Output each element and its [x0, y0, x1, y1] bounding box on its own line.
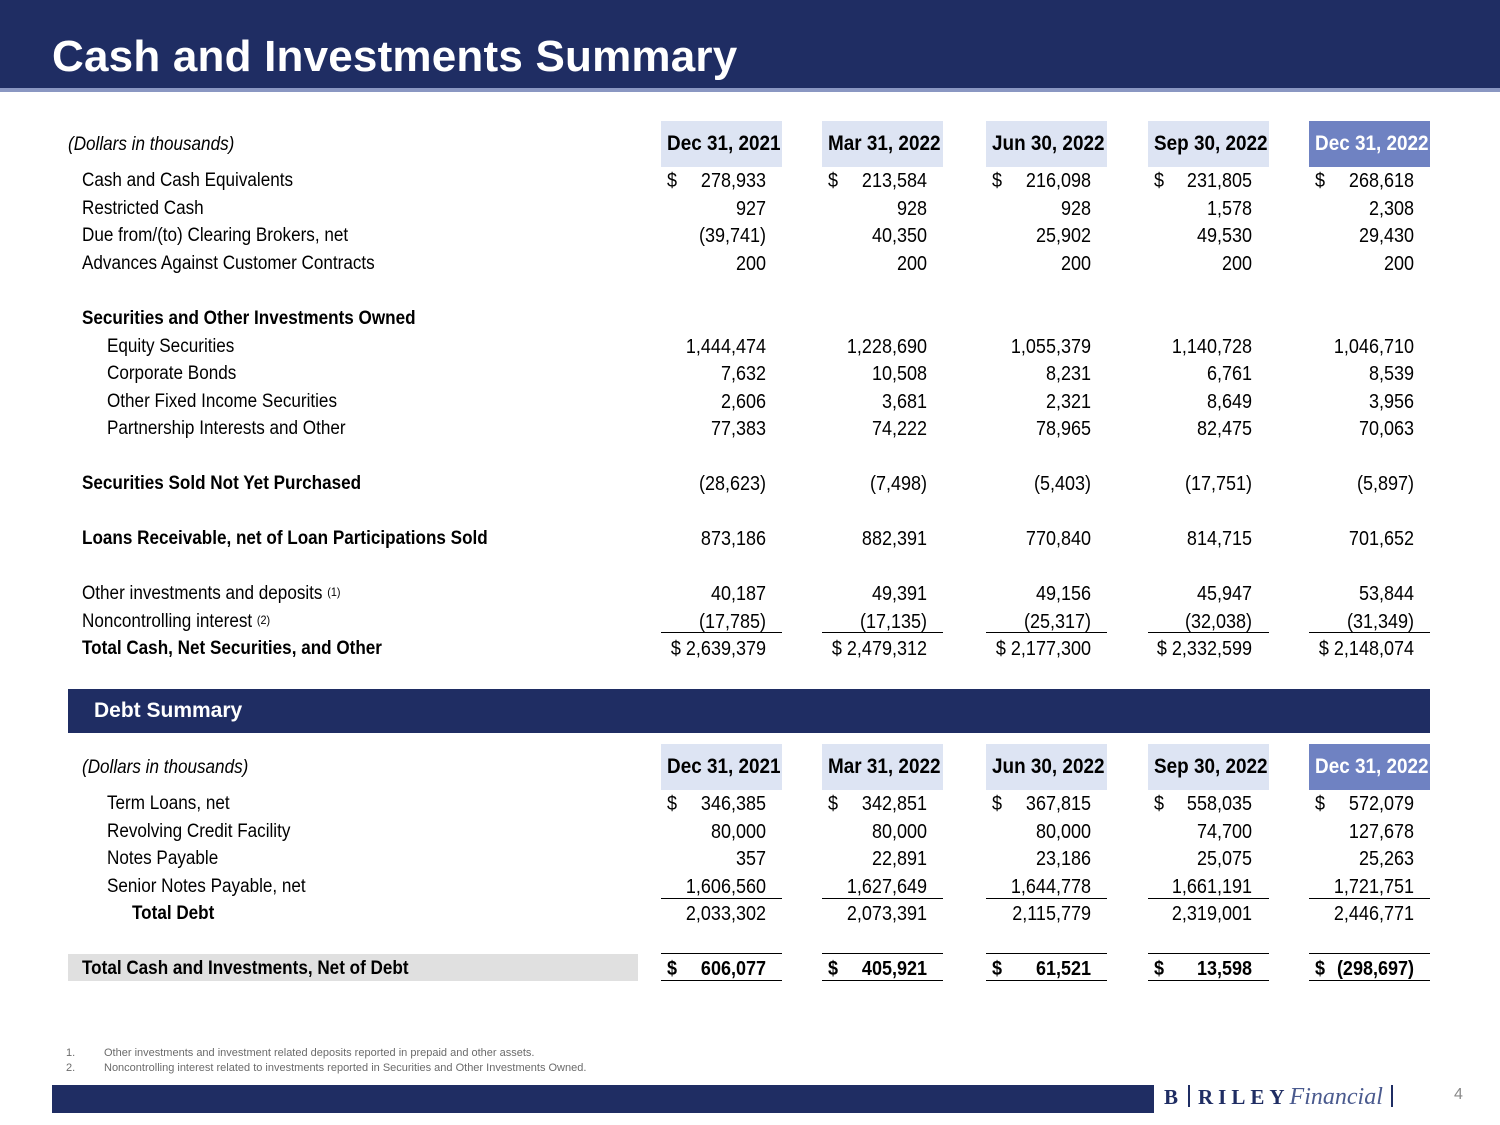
value-cell: 74,222: [871, 418, 927, 440]
dollar-sign: $: [828, 170, 839, 192]
value-cell: 29,430: [1358, 225, 1414, 247]
value-cell: 1,046,710: [1333, 336, 1414, 358]
column-header: Jun 30, 2022: [992, 755, 1105, 778]
value-cell: 3,956: [1368, 391, 1414, 413]
value-cell: 558,035: [1186, 793, 1252, 815]
value-cell: 572,079: [1348, 793, 1414, 815]
value-cell: 1,055,379: [1010, 336, 1091, 358]
value-cell: $ 2,177,300: [995, 638, 1091, 660]
units-note: (Dollars in thousands): [68, 134, 235, 155]
total-debt-label: Total Debt: [132, 903, 215, 924]
value-cell: 74,700: [1196, 821, 1252, 843]
row-label: Term Loans, net: [107, 793, 230, 814]
row-label: Partnership Interests and Other: [107, 418, 346, 439]
underline-rule: [1309, 953, 1430, 954]
row-label-text: Noncontrolling interest: [82, 611, 253, 632]
value-cell: 200: [735, 253, 766, 275]
value-cell: 1,140,728: [1171, 336, 1252, 358]
value-cell: 1,444,474: [685, 336, 766, 358]
value-cell: 2,033,302: [685, 903, 766, 925]
value-cell: 25,902: [1035, 225, 1091, 247]
value-cell: 80,000: [871, 821, 927, 843]
underline-rule: [986, 953, 1107, 954]
value-cell: 1,644,778: [1010, 876, 1091, 898]
row-label: Senior Notes Payable, net: [107, 876, 306, 897]
logo-separator: [1391, 1085, 1393, 1107]
underline-rule: [661, 898, 782, 899]
dollar-sign: $: [1315, 958, 1326, 980]
dollar-sign: $: [1154, 170, 1165, 192]
value-cell: 278,933: [700, 170, 766, 192]
logo-financial: Financial: [1289, 1084, 1383, 1110]
value-cell: (28,623): [698, 473, 766, 495]
value-cell: 1,661,191: [1171, 876, 1252, 898]
value-cell: 200: [896, 253, 927, 275]
underline-rule: [1148, 980, 1269, 981]
underline-rule: [661, 632, 782, 633]
dollar-sign: $: [667, 170, 678, 192]
value-cell: 770,840: [1025, 528, 1091, 550]
value-cell: 367,815: [1025, 793, 1091, 815]
row-label: Equity Securities: [107, 336, 235, 357]
value-cell: (32,038): [1184, 611, 1252, 633]
value-cell: (298,697): [1336, 958, 1414, 980]
column-header: Sep 30, 2022: [1154, 132, 1268, 155]
footnote-number: 2.: [66, 1062, 76, 1074]
value-cell: 22,891: [871, 848, 927, 870]
value-cell: 80,000: [1035, 821, 1091, 843]
value-cell: 61,521: [1035, 958, 1091, 980]
value-cell: 6,761: [1206, 363, 1252, 385]
dollar-sign: $: [1315, 170, 1326, 192]
value-cell: 2,073,391: [846, 903, 927, 925]
underline-rule: [986, 980, 1107, 981]
value-cell: 1,721,751: [1333, 876, 1414, 898]
value-cell: 40,187: [710, 583, 766, 605]
row-label: Revolving Credit Facility: [107, 821, 291, 842]
row-label: [82, 583, 340, 605]
value-cell: 213,584: [861, 170, 927, 192]
dollar-sign: $: [828, 958, 839, 980]
logo-b: B: [1164, 1085, 1181, 1109]
dollar-sign: $: [667, 793, 678, 815]
footnote-ref: (2): [256, 613, 271, 627]
underline-rule: [1148, 632, 1269, 633]
page-number: 4: [1454, 1086, 1463, 1103]
dollar-sign: $: [1154, 958, 1165, 980]
value-cell: 927: [735, 198, 766, 220]
row-label: Cash and Cash Equivalents: [82, 170, 294, 191]
column-header: Dec 31, 2022: [1315, 755, 1429, 778]
underline-rule: [1309, 632, 1430, 633]
value-cell: $ 2,332,599: [1156, 638, 1252, 660]
value-cell: 200: [1221, 253, 1252, 275]
brand-logo: [1164, 1084, 1401, 1114]
value-cell: (5,403): [1033, 473, 1091, 495]
value-cell: 127,678: [1348, 821, 1414, 843]
value-cell: 80,000: [710, 821, 766, 843]
value-cell: 49,530: [1196, 225, 1252, 247]
value-cell: 231,805: [1186, 170, 1252, 192]
row-label: Other Fixed Income Securities: [107, 391, 337, 412]
value-cell: 8,649: [1206, 391, 1252, 413]
value-cell: (17,785): [698, 611, 766, 633]
row-label: Securities Sold Not Yet Purchased: [82, 473, 362, 494]
logo-riley: RILEY: [1198, 1085, 1290, 1109]
units-note: (Dollars in thousands): [82, 757, 249, 778]
underline-rule: [986, 632, 1107, 633]
value-cell: 2,606: [720, 391, 766, 413]
value-cell: 882,391: [861, 528, 927, 550]
column-header: Dec 31, 2021: [667, 755, 781, 778]
underline-rule: [822, 980, 943, 981]
value-cell: 200: [1060, 253, 1091, 275]
title-underline: [0, 88, 1500, 92]
value-cell: 49,156: [1035, 583, 1091, 605]
value-cell: 3,681: [881, 391, 927, 413]
value-cell: 1,228,690: [846, 336, 927, 358]
securities-heading: Securities and Other Investments Owned: [82, 308, 416, 329]
underline-rule: [661, 980, 782, 981]
column-header: Dec 31, 2021: [667, 132, 781, 155]
value-cell: 2,319,001: [1171, 903, 1252, 925]
row-label: Notes Payable: [107, 848, 219, 869]
column-header: Jun 30, 2022: [992, 132, 1105, 155]
debt-section-bar: [68, 689, 1430, 733]
value-cell: 1,627,649: [846, 876, 927, 898]
value-cell: (39,741): [698, 225, 766, 247]
value-cell: 357: [735, 848, 766, 870]
value-cell: 23,186: [1035, 848, 1091, 870]
dollar-sign: $: [1315, 793, 1326, 815]
value-cell: 25,263: [1358, 848, 1414, 870]
value-cell: 10,508: [871, 363, 927, 385]
debt-section-title: Debt Summary: [94, 699, 243, 722]
dollar-sign: $: [1154, 793, 1165, 815]
underline-rule: [1309, 898, 1430, 899]
dollar-sign: $: [667, 958, 678, 980]
value-cell: 200: [1383, 253, 1414, 275]
value-cell: $ 2,639,379: [670, 638, 766, 660]
value-cell: 8,231: [1045, 363, 1091, 385]
column-header: Mar 31, 2022: [828, 132, 941, 155]
value-cell: 77,383: [710, 418, 766, 440]
value-cell: 342,851: [861, 793, 927, 815]
value-cell: 2,446,771: [1333, 903, 1414, 925]
row-label: Due from/(to) Clearing Brokers, net: [82, 225, 349, 246]
value-cell: $ 2,479,312: [831, 638, 927, 660]
value-cell: 1,606,560: [685, 876, 766, 898]
underline-rule: [661, 953, 782, 954]
footnote-text: Noncontrolling interest related to investments reported in Securities and Other Investments Owned.: [104, 1062, 587, 1074]
underline-rule: [1148, 898, 1269, 899]
value-cell: 814,715: [1186, 528, 1252, 550]
value-cell: 2,321: [1045, 391, 1091, 413]
column-header: Mar 31, 2022: [828, 755, 941, 778]
value-cell: 2,115,779: [1012, 903, 1091, 925]
underline-rule: [986, 898, 1107, 899]
value-cell: 873,186: [700, 528, 766, 550]
underline-rule: [822, 898, 943, 899]
value-cell: 45,947: [1196, 583, 1252, 605]
underline-rule: [1309, 980, 1430, 981]
footnote-number: 1.: [66, 1047, 76, 1059]
dollar-sign: $: [992, 958, 1003, 980]
row-label: Restricted Cash: [82, 198, 204, 219]
footnote-ref: (1): [327, 585, 341, 599]
value-cell: 70,063: [1358, 418, 1414, 440]
column-header: Dec 31, 2022: [1315, 132, 1429, 155]
value-cell: $ 2,148,074: [1318, 638, 1414, 660]
footnote-text: Other investments and investment related deposits reported in prepaid and other assets.: [104, 1047, 535, 1059]
row-label: Loans Receivable, net of Loan Participations Sold: [82, 528, 488, 549]
column-header: Sep 30, 2022: [1154, 755, 1268, 778]
value-cell: (5,897): [1356, 473, 1414, 495]
value-cell: 49,391: [871, 583, 927, 605]
logo-separator: [1188, 1085, 1190, 1107]
underline-rule: [822, 632, 943, 633]
net-label: Total Cash and Investments, Net of Debt: [82, 958, 409, 979]
footer-bar: [52, 1085, 1154, 1113]
row-label: Corporate Bonds: [107, 363, 237, 384]
dollar-sign: $: [992, 170, 1003, 192]
row-label: Advances Against Customer Contracts: [82, 253, 375, 274]
row-label-text: Other investments and deposits: [82, 583, 323, 604]
underline-rule: [822, 953, 943, 954]
page-title: Cash and Investments Summary: [52, 32, 738, 81]
underline-rule: [1148, 953, 1269, 954]
value-cell: 701,652: [1348, 528, 1414, 550]
value-cell: 606,077: [700, 958, 766, 980]
value-cell: 8,539: [1368, 363, 1414, 385]
value-cell: 2,308: [1368, 198, 1414, 220]
dollar-sign: $: [828, 793, 839, 815]
value-cell: 25,075: [1196, 848, 1252, 870]
value-cell: 928: [896, 198, 927, 220]
value-cell: 216,098: [1025, 170, 1091, 192]
dollar-sign: $: [992, 793, 1003, 815]
value-cell: 53,844: [1358, 583, 1414, 605]
value-cell: (25,317): [1023, 611, 1091, 633]
value-cell: 268,618: [1348, 170, 1414, 192]
value-cell: 928: [1060, 198, 1091, 220]
value-cell: 82,475: [1196, 418, 1252, 440]
value-cell: (17,751): [1184, 473, 1252, 495]
value-cell: (7,498): [869, 473, 927, 495]
total-label: Total Cash, Net Securities, and Other: [82, 638, 382, 659]
value-cell: 346,385: [700, 793, 766, 815]
row-label: [82, 611, 270, 633]
value-cell: 78,965: [1035, 418, 1091, 440]
value-cell: (31,349): [1346, 611, 1414, 633]
value-cell: (17,135): [859, 611, 927, 633]
value-cell: 7,632: [720, 363, 766, 385]
value-cell: 1,578: [1206, 198, 1252, 220]
value-cell: 40,350: [871, 225, 927, 247]
value-cell: 405,921: [861, 958, 927, 980]
value-cell: 13,598: [1196, 958, 1252, 980]
